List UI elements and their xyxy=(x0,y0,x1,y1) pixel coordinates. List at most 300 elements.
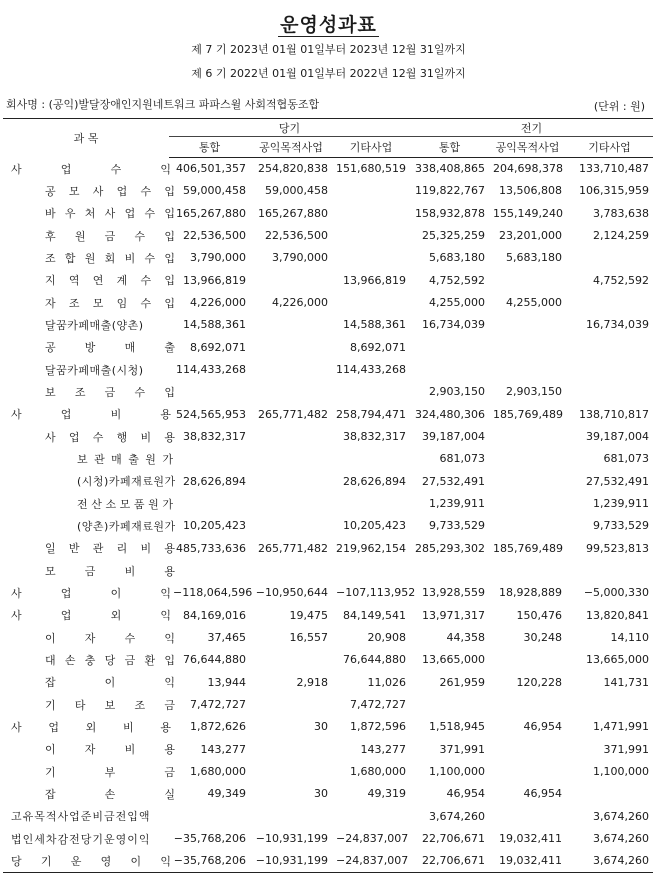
amount-cell: 19,032,411 xyxy=(499,832,563,845)
row-label-text: 달꿈카페매출(시청) xyxy=(45,363,144,377)
amount-cell: 46,954 xyxy=(523,787,563,801)
row-label xyxy=(3,716,169,738)
amount-cell xyxy=(250,492,332,514)
amount-cell: 2,903,150 xyxy=(506,385,563,399)
row-label-text: (시청)카페재료원가 xyxy=(77,475,176,489)
amount-cell: 76,644,880 xyxy=(183,653,246,667)
amount-cell: 1,518,945 xyxy=(429,720,486,734)
table-row xyxy=(3,693,653,715)
amount-cell: 30 xyxy=(314,787,328,801)
amount-cell: 10,205,423 xyxy=(343,519,407,533)
row-label xyxy=(3,850,169,872)
amount-cell: 4,752,592 xyxy=(593,273,650,287)
amount-cell: 219,962,154 xyxy=(336,541,407,555)
table-row xyxy=(3,850,653,872)
row-label-text: 자 조 모 임 수 입 xyxy=(45,296,175,310)
table-row xyxy=(3,805,653,827)
statement-title: 운영성과표 xyxy=(280,14,377,36)
operating-results-table xyxy=(3,118,653,873)
row-label xyxy=(3,202,175,224)
amount-cell: 258,794,471 xyxy=(336,407,407,421)
amount-cell: 28,626,894 xyxy=(183,474,246,488)
row-label-text: (양촌)카페재료원가 xyxy=(77,519,176,533)
amount-cell: 13,665,000 xyxy=(422,653,486,667)
amount-cell: 371,991 xyxy=(439,742,486,756)
amount-cell: 681,073 xyxy=(439,452,486,466)
row-label-text: 기 타 보 조 금 xyxy=(45,698,175,712)
amount-cell xyxy=(250,448,332,470)
unit-label: (단위 : 원) xyxy=(593,100,645,113)
amount-cell: 141,731 xyxy=(603,675,650,689)
amount-cell: 84,169,016 xyxy=(183,608,246,622)
amount-cell: 4,226,000 xyxy=(272,296,328,310)
amount-cell: −10,931,199 xyxy=(250,850,332,872)
table-row xyxy=(3,827,653,849)
row-label xyxy=(3,381,175,403)
amount-cell: 76,644,880 xyxy=(343,653,407,667)
col-header: 기타사업 xyxy=(332,137,410,158)
row-label xyxy=(3,693,175,715)
amount-cell xyxy=(250,693,332,715)
amount-cell xyxy=(566,247,653,269)
row-label xyxy=(3,291,175,313)
row-label-text: 잡 손 실 xyxy=(45,787,175,801)
amount-cell xyxy=(410,358,489,380)
amount-cell: 16,734,039 xyxy=(422,318,486,332)
amount-cell: 1,872,596 xyxy=(350,720,407,734)
amount-cell: 324,480,306 xyxy=(415,407,486,421)
row-label xyxy=(3,448,173,470)
table-row xyxy=(3,626,653,648)
amount-cell: 2,124,259 xyxy=(593,229,650,243)
amount-cell: 406,501,357 xyxy=(176,162,246,176)
amount-cell xyxy=(566,693,653,715)
amount-cell xyxy=(332,224,410,246)
amount-cell: 485,733,636 xyxy=(176,541,246,555)
row-label-text: 공 모 사 업 수 입 xyxy=(45,184,175,198)
row-label xyxy=(3,247,175,269)
amount-cell: −10,931,199 xyxy=(255,832,328,845)
table-row xyxy=(3,649,653,671)
amount-cell: 3,790,000 xyxy=(190,251,246,265)
amount-cell xyxy=(489,559,566,581)
amount-cell xyxy=(250,425,332,447)
amount-cell: −24,837,007 xyxy=(336,832,409,845)
amount-cell: 681,073 xyxy=(603,452,650,466)
table-row xyxy=(3,582,653,604)
row-label xyxy=(3,492,173,514)
amount-cell: 3,674,260 xyxy=(593,832,650,845)
amount-cell xyxy=(566,381,653,403)
amount-cell xyxy=(489,448,566,470)
current-year-header: 당기 xyxy=(169,119,410,137)
amount-cell: 3,674,260 xyxy=(566,850,653,872)
amount-cell: 1,100,000 xyxy=(429,765,486,779)
amount-cell xyxy=(169,492,250,514)
amount-cell xyxy=(332,381,410,403)
amount-cell: 524,565,953 xyxy=(176,407,246,421)
amount-cell xyxy=(250,381,332,403)
amount-cell: −24,837,007 xyxy=(332,850,410,872)
amount-cell: 14,110 xyxy=(610,631,650,645)
row-label xyxy=(3,760,175,782)
row-label xyxy=(3,403,169,425)
amount-cell: 2,918 xyxy=(296,675,328,689)
amount-cell: 13,665,000 xyxy=(586,653,650,667)
amount-cell: 39,187,004 xyxy=(422,430,486,444)
amount-cell: 133,710,487 xyxy=(579,162,650,176)
amount-cell xyxy=(410,693,489,715)
table-row xyxy=(3,224,653,246)
col-header: 기타사업 xyxy=(566,137,653,158)
amount-cell xyxy=(332,202,410,224)
amount-cell: −35,768,206 xyxy=(173,832,246,845)
amount-cell: 59,000,458 xyxy=(183,184,246,198)
amount-cell: 10,205,423 xyxy=(183,519,246,533)
amount-cell: 8,692,071 xyxy=(350,340,407,354)
amount-cell xyxy=(250,269,332,291)
amount-cell: 28,626,894 xyxy=(343,474,407,488)
amount-cell: 4,752,592 xyxy=(429,273,486,287)
table-row xyxy=(3,492,653,514)
amount-cell: 4,226,000 xyxy=(190,296,246,310)
amount-cell xyxy=(250,738,332,760)
amount-cell: 150,476 xyxy=(516,608,563,622)
amount-cell: 254,820,838 xyxy=(258,162,328,176)
row-label-text: 달꿈카페매출(양촌) xyxy=(45,318,144,332)
table-row xyxy=(3,515,653,537)
amount-cell: 23,201,000 xyxy=(499,229,563,243)
table-row xyxy=(3,247,653,269)
amount-cell xyxy=(489,805,566,827)
amount-cell: −118,064,596 xyxy=(173,586,253,600)
amount-cell: 22,706,671 xyxy=(422,832,486,845)
row-label-text: 사 업 이 익 xyxy=(11,586,171,600)
company-name: 회사명 : (공익)발달장애인지원네트워크 파파스윌 사회적협동조합 xyxy=(6,98,320,111)
amount-cell xyxy=(489,358,566,380)
amount-cell: 1,239,911 xyxy=(593,497,650,511)
amount-cell: 143,277 xyxy=(200,742,246,756)
row-label xyxy=(3,180,175,202)
row-label xyxy=(3,582,169,604)
amount-cell: 13,944 xyxy=(207,675,246,689)
table-row xyxy=(3,783,653,805)
row-label-text: 사 업 수 행 비 용 xyxy=(45,430,175,444)
amount-cell: 18,928,889 xyxy=(499,586,563,600)
table-row xyxy=(3,448,653,470)
amount-cell: 19,032,411 xyxy=(489,850,566,872)
table-row xyxy=(3,559,653,581)
amount-cell xyxy=(410,559,489,581)
amount-cell: 30 xyxy=(314,720,328,734)
amount-cell: 3,783,638 xyxy=(593,206,650,220)
amount-cell xyxy=(489,470,566,492)
amount-cell: 14,588,361 xyxy=(343,318,407,332)
amount-cell: 13,966,819 xyxy=(183,273,246,287)
table-row xyxy=(3,358,653,380)
row-label xyxy=(3,224,175,246)
amount-cell: 39,187,004 xyxy=(586,430,650,444)
table-row xyxy=(3,269,653,291)
row-label-text: 사 업 수 익 xyxy=(11,162,171,176)
amount-cell: 185,769,489 xyxy=(493,541,563,555)
row-label xyxy=(3,783,175,805)
row-label-text: 조 합 원 회 비 수 입 xyxy=(45,251,175,265)
amount-cell: 106,315,959 xyxy=(579,184,650,198)
amount-cell: 22,536,500 xyxy=(265,229,328,243)
row-label xyxy=(3,358,169,380)
amount-cell xyxy=(489,314,566,336)
amount-cell xyxy=(332,448,410,470)
amount-cell: 285,293,302 xyxy=(415,541,486,555)
amount-cell: 143,277 xyxy=(360,742,407,756)
amount-cell xyxy=(566,291,653,313)
amount-cell xyxy=(250,649,332,671)
amount-cell xyxy=(489,515,566,537)
amount-cell xyxy=(169,559,250,581)
table-row xyxy=(3,671,653,693)
amount-cell: 338,408,865 xyxy=(415,162,486,176)
previous-year-header: 전기 xyxy=(410,119,653,137)
amount-cell: 204,698,378 xyxy=(493,162,563,176)
row-label-text: 전 산 소 모 품 원 가 xyxy=(77,497,173,511)
amount-cell xyxy=(489,738,566,760)
amount-cell xyxy=(250,559,332,581)
row-label-text: 사 업 외 익 xyxy=(11,609,171,623)
row-label-text: 당 기 운 영 이 익 xyxy=(11,854,171,868)
amount-cell: 1,680,000 xyxy=(350,765,407,779)
amount-cell xyxy=(332,247,410,269)
amount-cell: 22,536,500 xyxy=(183,229,246,243)
amount-cell: 120,228 xyxy=(516,675,563,689)
amount-cell xyxy=(332,492,410,514)
amount-cell: 1,680,000 xyxy=(190,765,246,779)
col-header: 공익목적사업 xyxy=(250,137,332,158)
row-label xyxy=(3,827,169,849)
amount-cell xyxy=(169,381,250,403)
amount-cell: 1,471,991 xyxy=(593,720,650,734)
amount-cell: 3,674,260 xyxy=(593,809,650,823)
amount-cell: 49,319 xyxy=(367,787,407,801)
amount-cell: 4,255,000 xyxy=(429,296,486,310)
amount-cell xyxy=(489,649,566,671)
row-label xyxy=(3,738,175,760)
table-row xyxy=(3,716,653,738)
amount-cell xyxy=(489,269,566,291)
amount-cell xyxy=(489,760,566,782)
amount-cell: 165,267,880 xyxy=(176,206,246,220)
amount-cell xyxy=(332,805,410,827)
table-body xyxy=(3,158,653,873)
amount-cell: 265,771,482 xyxy=(258,407,328,421)
amount-cell xyxy=(250,760,332,782)
amount-cell: 13,966,819 xyxy=(343,273,407,287)
amount-cell: 37,465 xyxy=(207,631,246,645)
row-label xyxy=(3,336,175,358)
amount-cell: 13,971,317 xyxy=(422,608,486,622)
amount-cell xyxy=(566,336,653,358)
amount-cell xyxy=(332,291,410,313)
amount-cell: 9,733,529 xyxy=(429,519,486,533)
row-label-text: 법인세차감전당기운영이익 xyxy=(11,832,151,846)
amount-cell xyxy=(169,805,250,827)
row-label xyxy=(3,425,175,447)
amount-cell xyxy=(489,693,566,715)
amount-cell: 11,026 xyxy=(367,675,407,689)
table-row xyxy=(3,537,653,559)
amount-cell: 22,706,671 xyxy=(410,850,489,872)
amount-cell: 19,475 xyxy=(289,608,328,622)
row-label-text: 고유목적사업준비금전입액 xyxy=(11,810,151,824)
amount-cell: 138,710,817 xyxy=(579,407,650,421)
amount-cell: 371,991 xyxy=(603,742,650,756)
amount-cell: 9,733,529 xyxy=(593,519,650,533)
amount-cell xyxy=(566,783,653,805)
amount-cell: 2,903,150 xyxy=(429,385,486,399)
amount-cell: 185,769,489 xyxy=(493,407,563,421)
amount-cell: 165,267,880 xyxy=(258,206,328,220)
subject-header: 과 목 xyxy=(3,119,169,158)
amount-cell: 13,506,808 xyxy=(499,184,563,198)
amount-cell xyxy=(566,358,653,380)
row-label-text: 대 손 충 당 금 환 입 xyxy=(45,653,175,667)
amount-cell xyxy=(250,470,332,492)
amount-cell: 20,908 xyxy=(367,631,407,645)
table-row xyxy=(3,180,653,202)
row-label-text: 지 역 연 계 수 입 xyxy=(45,274,175,288)
amount-cell: −35,768,206 xyxy=(169,850,250,872)
row-label-text: 후 원 금 수 입 xyxy=(45,229,175,243)
amount-cell: 46,954 xyxy=(446,787,486,801)
amount-cell xyxy=(332,180,410,202)
amount-cell: 114,433,268 xyxy=(336,363,407,377)
amount-cell: 84,149,541 xyxy=(343,608,407,622)
amount-cell: 5,683,180 xyxy=(506,251,563,265)
amount-cell xyxy=(410,336,489,358)
row-label xyxy=(3,604,169,626)
row-label xyxy=(3,559,175,581)
amount-cell: 265,771,482 xyxy=(258,541,328,555)
amount-cell: 8,692,071 xyxy=(190,340,246,354)
row-label xyxy=(3,470,176,492)
amount-cell: 4,255,000 xyxy=(506,296,563,310)
row-label-text: 바 우 처 사 업 수 입 xyxy=(45,207,175,221)
amount-cell: 16,557 xyxy=(289,631,328,645)
table-row xyxy=(3,604,653,626)
row-label xyxy=(3,649,175,671)
previous-period: 제 6 기 2022년 01월 01일부터 2022년 12월 31일까지 xyxy=(191,67,466,80)
amount-cell: 44,358 xyxy=(446,631,486,645)
amount-cell xyxy=(566,559,653,581)
table-row xyxy=(3,158,653,180)
amount-cell: 38,832,317 xyxy=(343,430,407,444)
row-label xyxy=(3,671,175,693)
table-row xyxy=(3,738,653,760)
amount-cell: 27,532,491 xyxy=(586,474,650,488)
amount-cell xyxy=(169,448,250,470)
table-row xyxy=(3,760,653,782)
table-row xyxy=(3,403,653,425)
col-header: 통합 xyxy=(410,137,489,158)
amount-cell: 151,680,519 xyxy=(336,162,407,176)
amount-cell: 3,790,000 xyxy=(272,251,328,265)
row-label-text: 이 자 비 용 xyxy=(45,743,175,757)
row-label-text: 사 업 비 용 xyxy=(11,408,171,422)
amount-cell: 25,325,259 xyxy=(422,229,486,243)
amount-cell: 27,532,491 xyxy=(422,474,486,488)
amount-cell: 1,100,000 xyxy=(593,765,650,779)
amount-cell: −5,000,330 xyxy=(583,586,650,600)
row-label-text: 공 방 매 출 xyxy=(45,341,175,355)
row-label xyxy=(3,314,169,336)
amount-cell: 38,832,317 xyxy=(183,430,246,444)
row-label-text: 잡 이 익 xyxy=(45,676,175,690)
amount-cell: 99,523,813 xyxy=(586,541,650,555)
table-row xyxy=(3,291,653,313)
amount-cell: 14,588,361 xyxy=(183,318,246,332)
amount-cell: −107,113,952 xyxy=(336,586,416,600)
row-label-text: 기 부 금 xyxy=(45,765,175,779)
col-header: 통합 xyxy=(169,137,250,158)
row-label-text: 보 관 매 출 원 가 xyxy=(77,452,173,466)
amount-cell: 49,349 xyxy=(207,787,246,801)
amount-cell: 261,959 xyxy=(439,675,486,689)
row-label xyxy=(3,158,169,180)
amount-cell: 16,734,039 xyxy=(586,318,650,332)
amount-cell: 155,149,240 xyxy=(493,206,563,220)
amount-cell xyxy=(250,515,332,537)
amount-cell: 13,820,841 xyxy=(586,608,650,622)
row-label-text: 사 업 외 비 용 xyxy=(11,720,171,734)
amount-cell xyxy=(250,805,332,827)
row-label xyxy=(3,269,175,291)
amount-cell: −10,950,644 xyxy=(255,586,328,600)
amount-cell xyxy=(250,358,332,380)
amount-cell xyxy=(489,425,566,447)
row-label xyxy=(3,515,176,537)
row-label-text: 보 조 금 수 입 xyxy=(45,385,175,399)
amount-cell: 7,472,727 xyxy=(190,698,246,712)
table-row xyxy=(3,470,653,492)
amount-cell xyxy=(489,336,566,358)
amount-cell xyxy=(332,559,410,581)
amount-cell: 46,954 xyxy=(523,720,563,734)
table-row xyxy=(3,336,653,358)
amount-cell: 1,239,911 xyxy=(429,497,486,511)
amount-cell: 7,472,727 xyxy=(350,698,407,712)
row-label xyxy=(3,805,169,827)
amount-cell: 114,433,268 xyxy=(176,363,246,377)
amount-cell xyxy=(250,314,332,336)
amount-cell: 13,928,559 xyxy=(422,586,486,600)
amount-cell: 5,683,180 xyxy=(429,251,486,265)
table-row xyxy=(3,202,653,224)
amount-cell xyxy=(250,336,332,358)
table-row xyxy=(3,381,653,403)
row-label xyxy=(3,626,175,648)
amount-cell xyxy=(489,492,566,514)
amount-cell: 158,932,878 xyxy=(415,206,486,220)
row-label-text: 모 금 비 용 xyxy=(45,564,175,578)
amount-cell: 30,248 xyxy=(523,631,563,645)
table-row xyxy=(3,314,653,336)
amount-cell: 59,000,458 xyxy=(265,184,328,198)
amount-cell: 3,674,260 xyxy=(429,809,486,823)
amount-cell: 1,872,626 xyxy=(190,720,246,734)
row-label xyxy=(3,537,175,559)
col-header: 공익목적사업 xyxy=(489,137,566,158)
amount-cell: 119,822,767 xyxy=(415,184,486,198)
